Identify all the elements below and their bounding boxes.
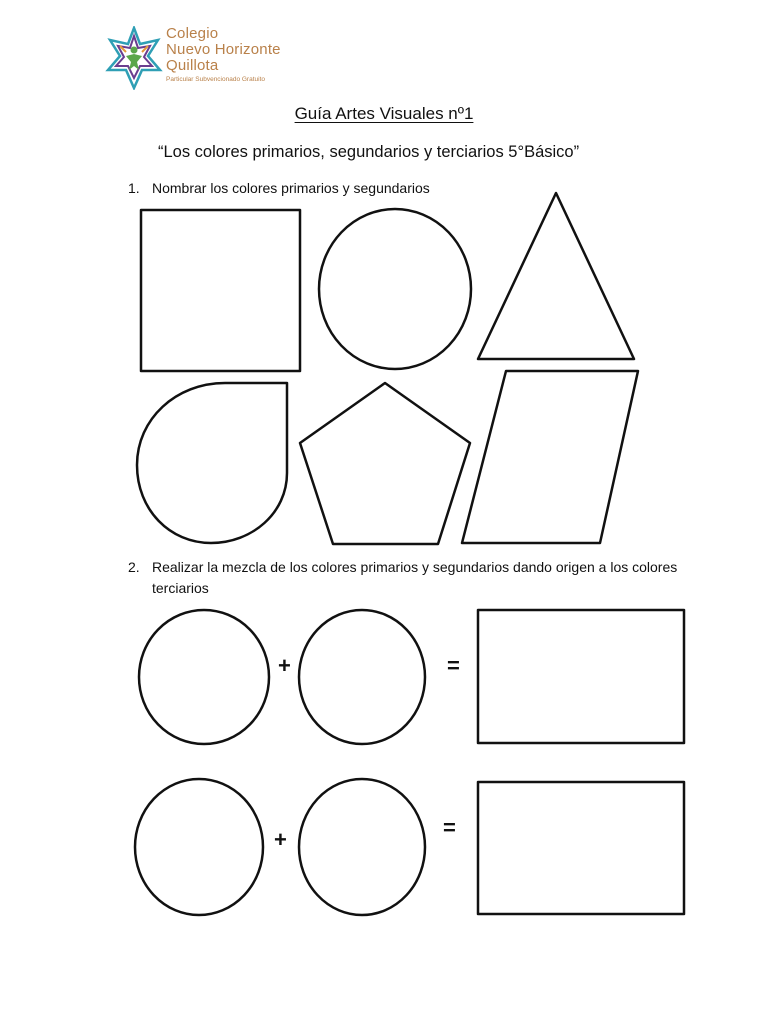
equals-sign-2: =	[443, 815, 456, 840]
document-subtitle: “Los colores primarios, segundarios y terciarios 5°Básico”	[158, 143, 580, 161]
logo-line-3: Quillota	[166, 57, 219, 74]
pentagon-shape[interactable]	[300, 383, 470, 544]
result-box-1[interactable]	[478, 610, 684, 743]
teardrop-shape[interactable]	[137, 383, 287, 543]
question-2-number: 2.	[128, 559, 140, 575]
parallelogram-shape[interactable]	[462, 371, 638, 543]
logo-line-2: Nuevo Horizonte	[166, 41, 281, 58]
triangle-shape[interactable]	[478, 193, 634, 359]
document-title: Guía Artes Visuales nº1	[294, 104, 474, 123]
square-shape[interactable]	[141, 210, 300, 371]
plus-sign-2: +	[274, 827, 287, 852]
mix-circle-a-1[interactable]	[139, 610, 269, 744]
result-box-2[interactable]	[478, 782, 684, 914]
circle-shape[interactable]	[319, 209, 471, 369]
equals-sign-1: =	[447, 653, 460, 678]
mix-circle-b-2[interactable]	[299, 779, 425, 915]
plus-sign-1: +	[278, 653, 291, 678]
logo-subline: Particular Subvencionado Gratuito	[166, 76, 266, 83]
question-1-number: 1.	[128, 180, 140, 196]
question-2-text: Realizar la mezcla de los colores primarios y segundarios dando origen a los colores terciarios	[152, 559, 678, 596]
logo-line-1: Colegio	[166, 25, 219, 42]
question-1-text: Nombrar los colores primarios y segundarios	[152, 180, 430, 196]
mix-circle-a-2[interactable]	[135, 779, 263, 915]
mix-circle-b-1[interactable]	[299, 610, 425, 744]
